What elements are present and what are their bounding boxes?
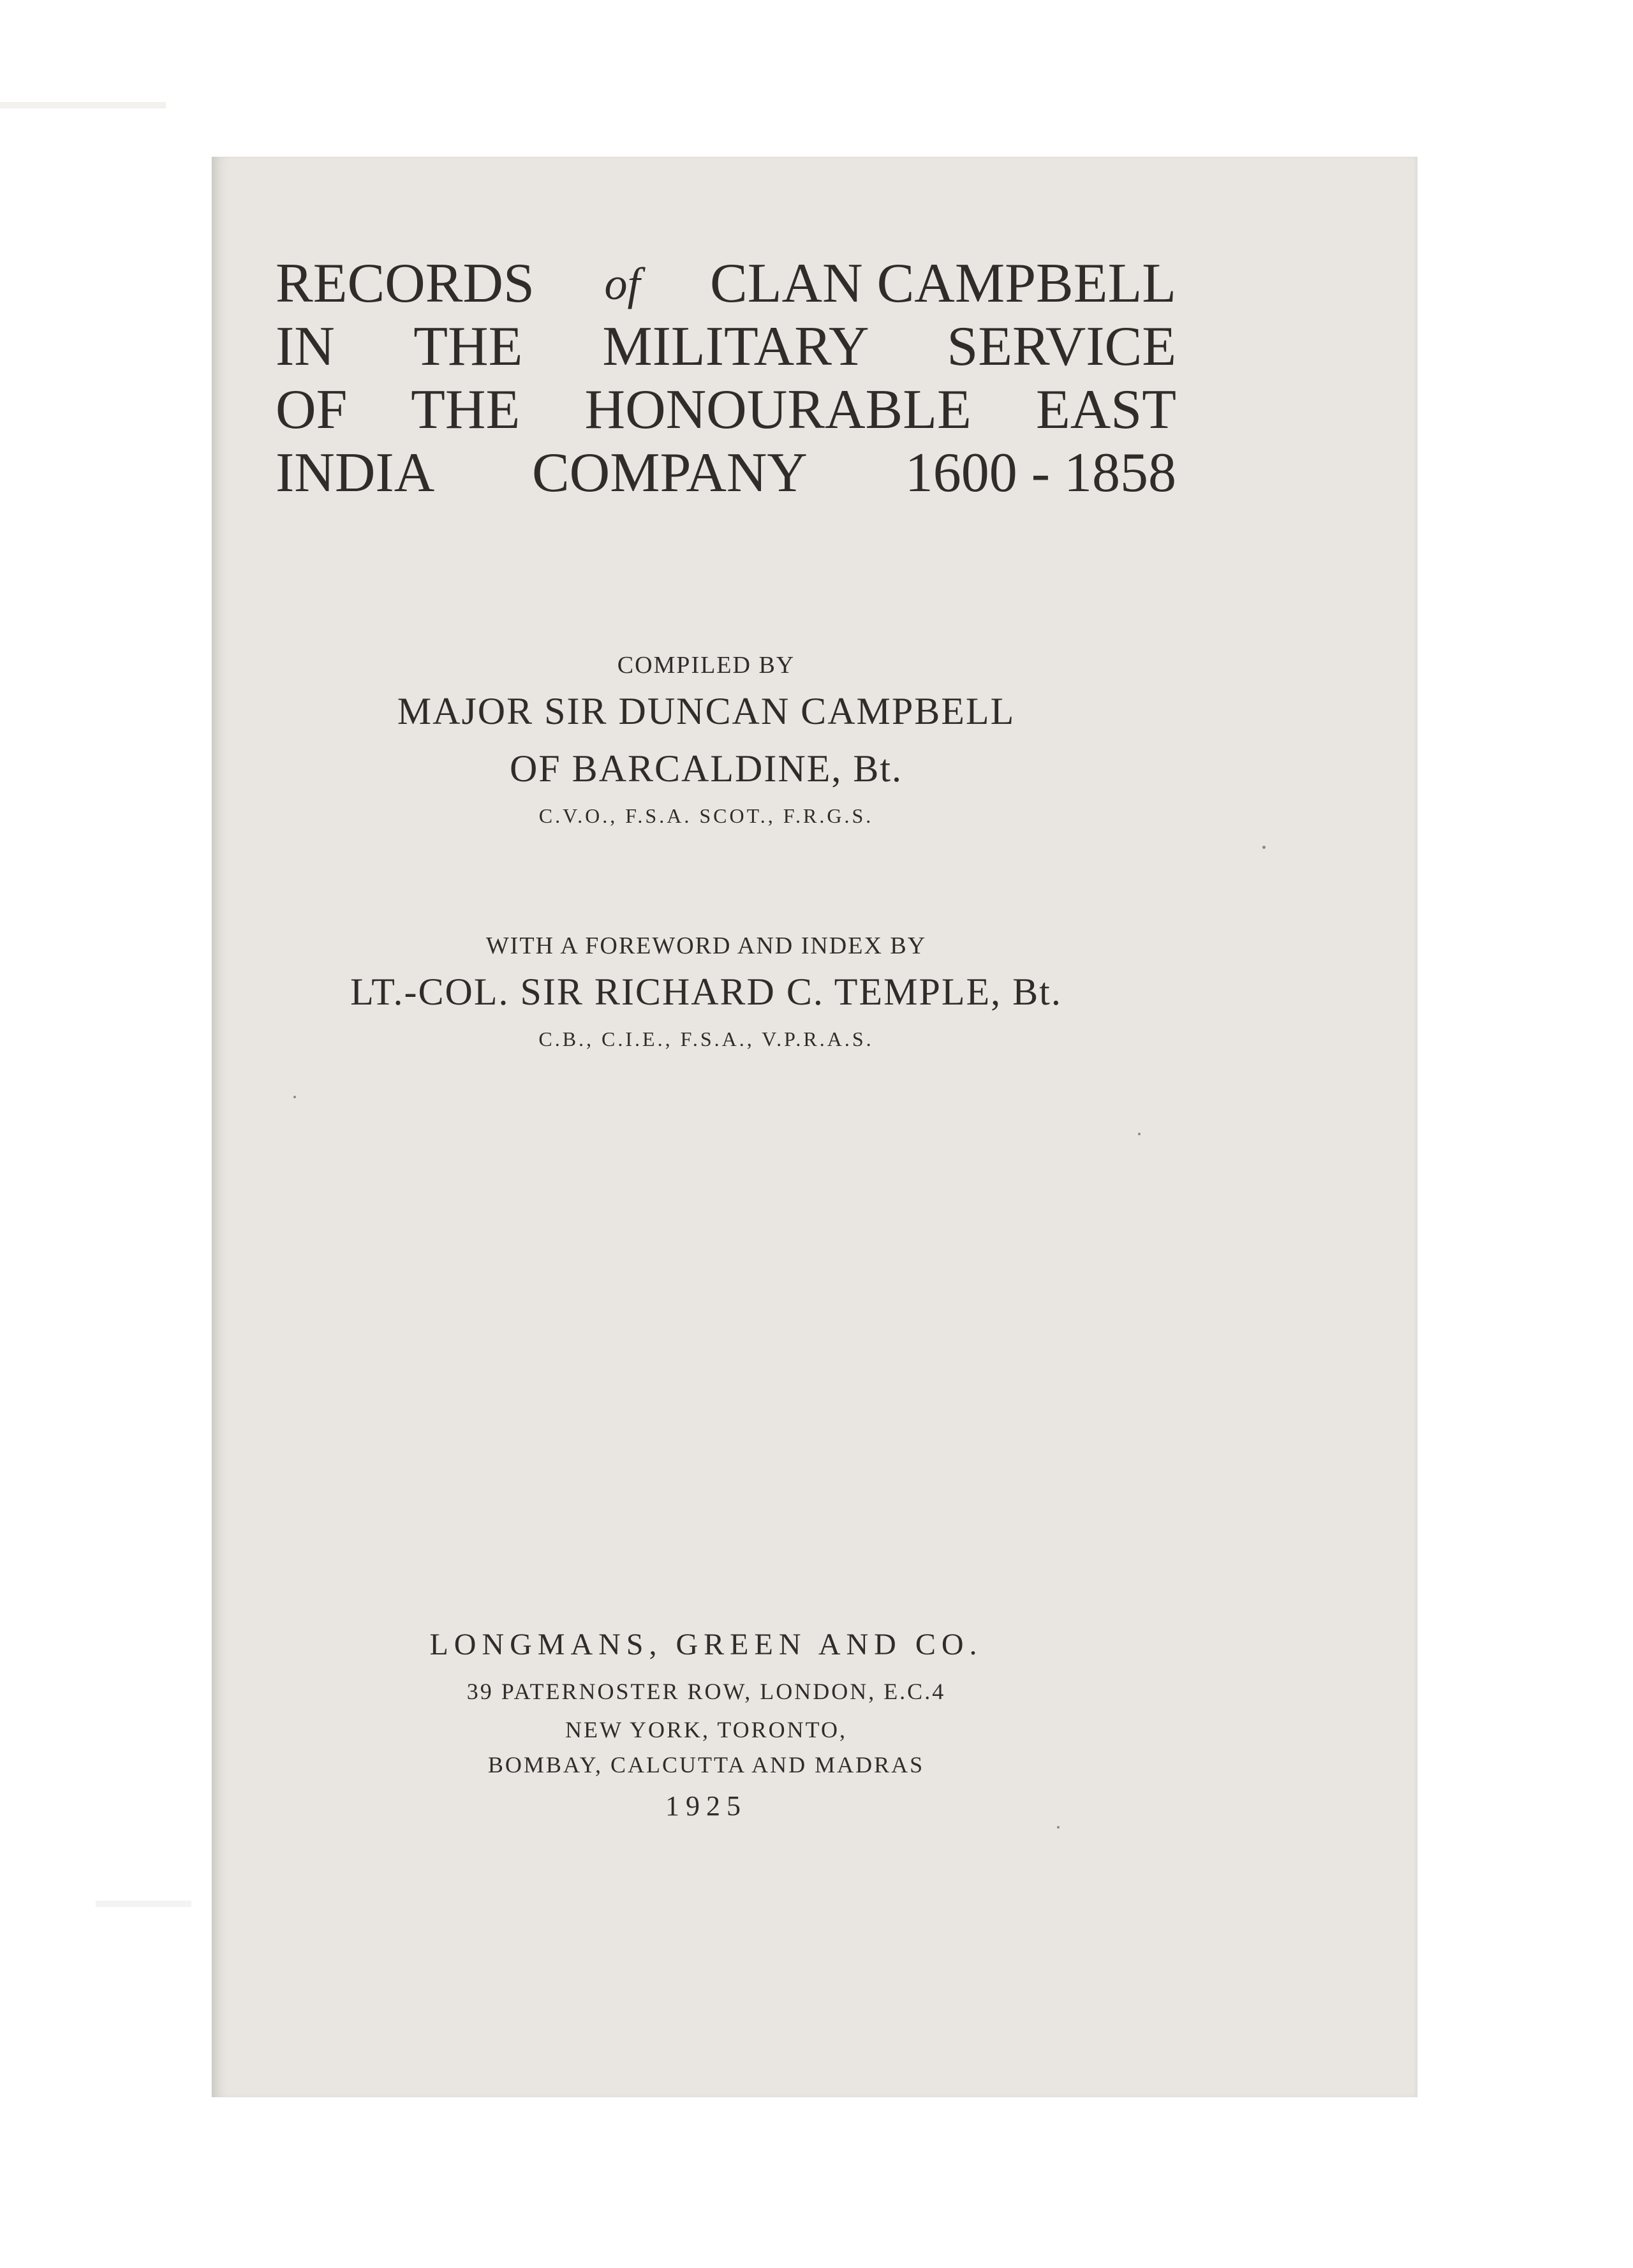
compiler-name-line-1: MAJOR SIR DUNCAN CAMPBELL [397, 690, 1016, 732]
foreword-author: LT.-COL. SIR RICHARD C. TEMPLE, Bt. [350, 971, 1062, 1013]
paper-speck [1138, 1133, 1141, 1135]
publisher-cities-line-2: BOMBAY, CALCUTTA AND MADRAS [487, 1752, 925, 1778]
background-smudge [96, 1901, 191, 1907]
compiler-honours: C.V.O., F.S.A. SCOT., F.R.G.S. [538, 804, 874, 827]
publication-year: 1925 [665, 1790, 747, 1822]
paper-speck [1262, 846, 1266, 849]
title-line-3 [276, 379, 1176, 441]
publisher-address: 39 PATERNOSTER ROW, LONDON, E.C.4 [466, 1679, 946, 1704]
publisher-name: LONGMANS, GREEN AND CO. [429, 1628, 983, 1661]
title-word-of: of [604, 258, 640, 309]
background-smudge [0, 102, 166, 108]
title-line-1 [276, 253, 1176, 314]
title-years: 1600 - 1858 [905, 442, 1176, 504]
title-text: OF THE HONOURABLE EAST [276, 379, 1176, 441]
foreword-honours: C.B., C.I.E., F.S.A., V.P.R.A.S. [538, 1027, 874, 1050]
title-line-4 [276, 442, 1176, 504]
title-word-records: RECORDS [276, 253, 535, 314]
title-word-company: COMPANY [531, 442, 808, 504]
title-line-2 [276, 316, 1176, 378]
paper-speck [293, 1096, 296, 1098]
title-word-india: INDIA [276, 442, 435, 504]
publisher-cities-line-1: NEW YORK, TORONTO, [565, 1717, 848, 1742]
title-word-clan-campbell: CLAN CAMPBELL [710, 253, 1176, 314]
compiler-name-line-2: OF BARCALDINE, Bt. [509, 747, 903, 790]
compiled-by-label: COMPILED BY [617, 652, 795, 679]
foreword-label: WITH A FOREWORD AND INDEX BY [485, 932, 927, 959]
paper-speck [1057, 1826, 1060, 1829]
title-text: IN THE MILITARY SERVICE [276, 316, 1176, 378]
title-page [212, 157, 1417, 2097]
